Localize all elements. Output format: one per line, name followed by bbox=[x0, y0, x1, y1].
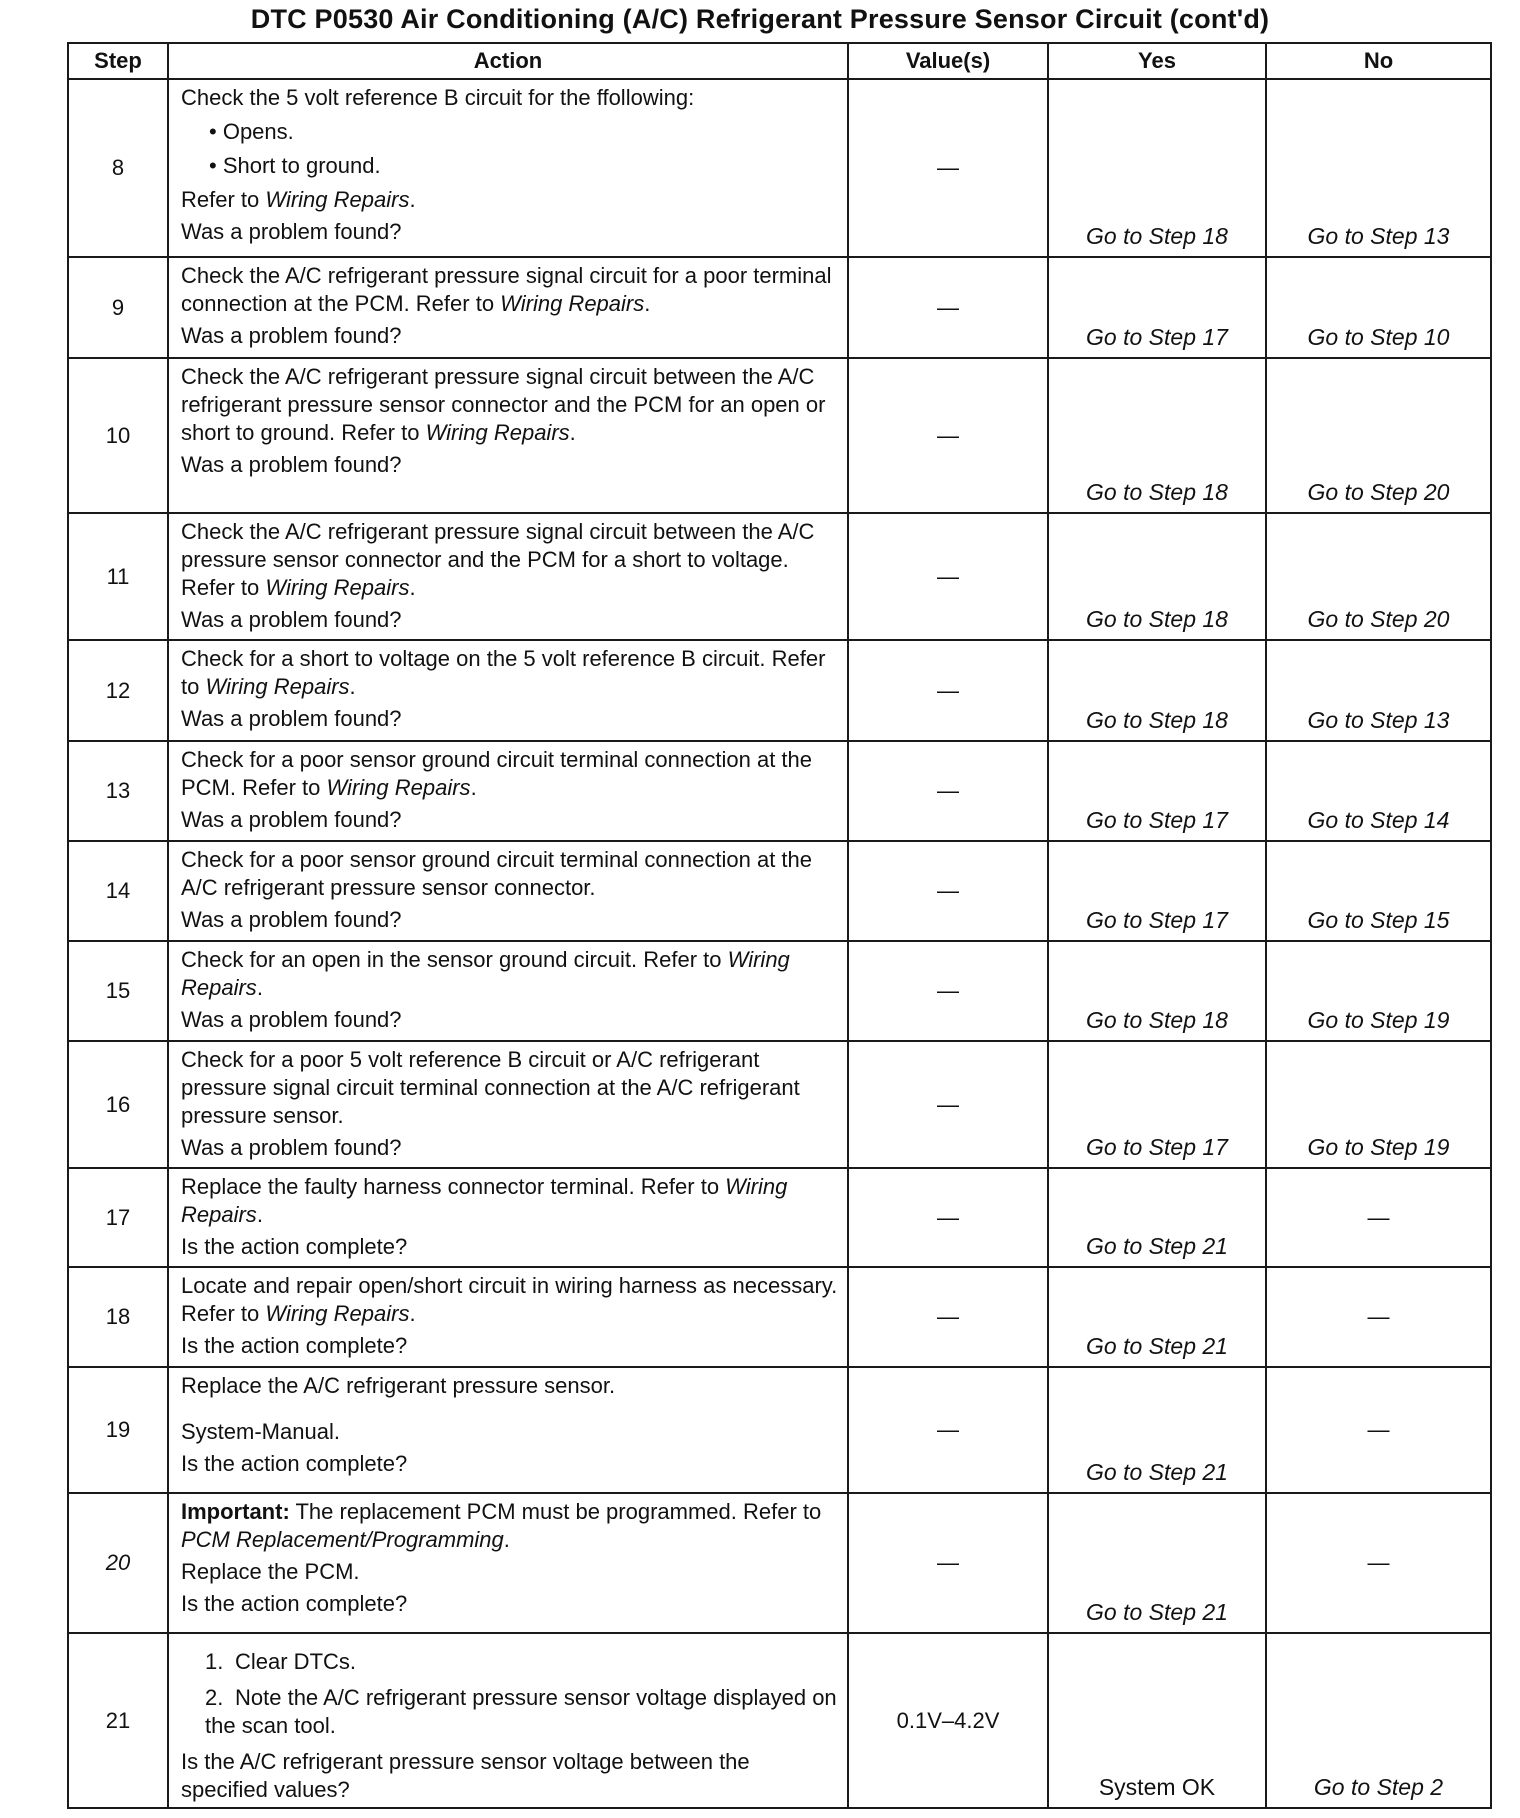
yes-cell: Go to Step 18 bbox=[1048, 640, 1266, 741]
action-text bbox=[168, 640, 848, 741]
header-action: Action bbox=[168, 43, 848, 79]
action-text bbox=[168, 1267, 848, 1367]
yes-cell: Go to Step 18 bbox=[1048, 513, 1266, 640]
action-question: Was a problem found? bbox=[181, 323, 402, 348]
list-item: • Opens. bbox=[209, 119, 294, 144]
no-cell: Go to Step 20 bbox=[1266, 513, 1491, 640]
value-cell: — bbox=[848, 257, 1048, 358]
no-cell: Go to Step 19 bbox=[1266, 941, 1491, 1041]
step-number: 16 bbox=[68, 1041, 168, 1168]
yes-cell: Go to Step 18 bbox=[1048, 79, 1266, 257]
action-text bbox=[168, 841, 848, 941]
table-row bbox=[68, 841, 1491, 941]
action-question: Was a problem found? bbox=[181, 1135, 402, 1160]
table-row bbox=[68, 1367, 1491, 1493]
no-cell: Go to Step 15 bbox=[1266, 841, 1491, 941]
value-cell: — bbox=[848, 941, 1048, 1041]
yes-cell: Go to Step 21 bbox=[1048, 1168, 1266, 1267]
action-text bbox=[168, 1367, 848, 1493]
value-cell: — bbox=[848, 358, 1048, 513]
action-text bbox=[168, 1633, 848, 1808]
action-question: Was a problem found? bbox=[181, 219, 402, 244]
action-intro: Check for an open in the sensor ground circuit. Refer to Wiring Repairs. bbox=[181, 947, 790, 1000]
table-header-row bbox=[68, 43, 1491, 79]
value-cell: — bbox=[848, 1493, 1048, 1633]
action-question: Was a problem found? bbox=[181, 607, 402, 632]
step-number: 10 bbox=[68, 358, 168, 513]
header-no: No bbox=[1266, 43, 1491, 79]
yes-cell: Go to Step 17 bbox=[1048, 257, 1266, 358]
action-intro: Replace the A/C refrigerant pressure sensor. bbox=[181, 1373, 616, 1398]
yes-cell: Go to Step 17 bbox=[1048, 1041, 1266, 1168]
action-text bbox=[168, 513, 848, 640]
action-question: Was a problem found? bbox=[181, 807, 402, 832]
table-row bbox=[68, 1041, 1491, 1168]
action-intro: Check the 5 volt reference B circuit for the ffollowing: bbox=[181, 85, 695, 110]
table-row bbox=[68, 358, 1491, 513]
value-cell: — bbox=[848, 841, 1048, 941]
no-cell: — bbox=[1266, 1493, 1491, 1633]
yes-cell: Go to Step 17 bbox=[1048, 841, 1266, 941]
table-row bbox=[68, 1267, 1491, 1367]
table-row bbox=[68, 1493, 1491, 1633]
document-title: DTC P0530 Air Conditioning (A/C) Refrigerant Pressure Sensor Circuit (cont'd) bbox=[250, 4, 1270, 34]
table-row bbox=[68, 513, 1491, 640]
action-intro: Check for a poor 5 volt reference B circuit or A/C refrigerant pressure signal circuit terminal connection at the A/C refrigerant pressure sensor. bbox=[181, 1047, 800, 1128]
header-values: Value(s) bbox=[848, 43, 1048, 79]
header-yes: Yes bbox=[1048, 43, 1266, 79]
action-question: Is the action complete? bbox=[181, 1333, 408, 1358]
table-row bbox=[68, 257, 1491, 358]
action-question: Is the action complete? bbox=[181, 1234, 408, 1259]
header-step: Step bbox=[68, 43, 168, 79]
action-intro: Check for a short to voltage on the 5 volt reference B circuit. Refer to Wiring Repairs. bbox=[181, 646, 826, 699]
yes-cell: Go to Step 21 bbox=[1048, 1267, 1266, 1367]
no-cell: Go to Step 2 bbox=[1266, 1633, 1491, 1808]
important-label: Important: bbox=[181, 1499, 290, 1524]
no-cell: Go to Step 13 bbox=[1266, 79, 1491, 257]
no-cell: Go to Step 20 bbox=[1266, 358, 1491, 513]
action-text bbox=[168, 1493, 848, 1633]
yes-cell: Go to Step 18 bbox=[1048, 941, 1266, 1041]
action-question: Was a problem found? bbox=[181, 452, 402, 477]
step-number: 18 bbox=[68, 1267, 168, 1367]
value-cell: — bbox=[848, 640, 1048, 741]
no-cell: Go to Step 19 bbox=[1266, 1041, 1491, 1168]
action-intro: Check the A/C refrigerant pressure signal circuit for a poor terminal connection at the PCM. Refer to Wiring Repairs. bbox=[181, 263, 832, 316]
action-text bbox=[168, 1041, 848, 1168]
no-cell: — bbox=[1266, 1168, 1491, 1267]
action-question: Was a problem found? bbox=[181, 706, 402, 731]
action-extra: System-Manual. bbox=[181, 1419, 340, 1444]
yes-cell: Go to Step 18 bbox=[1048, 358, 1266, 513]
action-text bbox=[168, 358, 848, 513]
value-cell: — bbox=[848, 1168, 1048, 1267]
step-number: 13 bbox=[68, 741, 168, 841]
action-question: Was a problem found? bbox=[181, 1007, 402, 1032]
action-text bbox=[168, 257, 848, 358]
step-number: 12 bbox=[68, 640, 168, 741]
step-number: 9 bbox=[68, 257, 168, 358]
action-intro: Check the A/C refrigerant pressure signal circuit between the A/C pressure sensor connector and the PCM for a short to voltage. Refer to Wiring Repairs. bbox=[181, 519, 815, 600]
diagnostic-table bbox=[67, 42, 1492, 1809]
action-question: Is the A/C refrigerant pressure sensor voltage between the specified values? bbox=[181, 1749, 750, 1802]
yes-cell: Go to Step 21 bbox=[1048, 1493, 1266, 1633]
value-cell: — bbox=[848, 1367, 1048, 1493]
action-intro: Check for a poor sensor ground circuit terminal connection at the PCM. Refer to Wiring Repairs. bbox=[181, 747, 812, 800]
yes-cell: System OK bbox=[1048, 1633, 1266, 1808]
no-cell: Go to Step 10 bbox=[1266, 257, 1491, 358]
step-number: 21 bbox=[68, 1633, 168, 1808]
table-row bbox=[68, 741, 1491, 841]
no-cell: Go to Step 13 bbox=[1266, 640, 1491, 741]
step-number: 11 bbox=[68, 513, 168, 640]
table-row bbox=[68, 1168, 1491, 1267]
no-cell: — bbox=[1266, 1267, 1491, 1367]
action-text bbox=[168, 1168, 848, 1267]
step-number: 17 bbox=[68, 1168, 168, 1267]
action-intro: Check the A/C refrigerant pressure signal circuit between the A/C refrigerant pressure sensor connector and the PCM for an open or short to ground. Refer to Wiring Repairs. bbox=[181, 364, 826, 445]
action-question: Is the action complete? bbox=[181, 1591, 408, 1616]
table-row bbox=[68, 640, 1491, 741]
action-question: Is the action complete? bbox=[181, 1451, 408, 1476]
action-intro: Replace the faulty harness connector terminal. Refer to Wiring Repairs. bbox=[181, 1174, 788, 1227]
list-item: 1. Clear DTCs. bbox=[205, 1649, 357, 1674]
table-row bbox=[68, 79, 1491, 257]
step-number: 8 bbox=[68, 79, 168, 257]
action-reference: Refer to Wiring Repairs. bbox=[181, 187, 416, 212]
step-number: 19 bbox=[68, 1367, 168, 1493]
list-item: • Short to ground. bbox=[209, 153, 381, 178]
action-text bbox=[168, 79, 848, 257]
action-text bbox=[168, 741, 848, 841]
no-cell: — bbox=[1266, 1367, 1491, 1493]
value-cell: — bbox=[848, 79, 1048, 257]
action-text bbox=[168, 941, 848, 1041]
yes-cell: Go to Step 17 bbox=[1048, 741, 1266, 841]
step-number: 14 bbox=[68, 841, 168, 941]
step-number: 20 bbox=[68, 1493, 168, 1633]
table-row bbox=[68, 1633, 1491, 1808]
value-cell: — bbox=[848, 1041, 1048, 1168]
value-cell: — bbox=[848, 513, 1048, 640]
value-cell: — bbox=[848, 741, 1048, 841]
step-number: 15 bbox=[68, 941, 168, 1041]
action-intro: Locate and repair open/short circuit in wiring harness as necessary. Refer to Wiring Repairs. bbox=[181, 1273, 838, 1326]
list-item: 2. Note the A/C refrigerant pressure sensor voltage displayed on the scan tool. bbox=[205, 1685, 837, 1738]
action-extra: Replace the PCM. bbox=[181, 1559, 360, 1584]
action-intro: Important: The replacement PCM must be programmed. Refer to PCM Replacement/Programming. bbox=[181, 1499, 822, 1552]
action-question: Was a problem found? bbox=[181, 907, 402, 932]
action-intro: Check for a poor sensor ground circuit terminal connection at the A/C refrigerant pressure sensor connector. bbox=[181, 847, 812, 900]
table-row bbox=[68, 941, 1491, 1041]
value-cell: — bbox=[848, 1267, 1048, 1367]
yes-cell: Go to Step 21 bbox=[1048, 1367, 1266, 1493]
value-cell: 0.1V–4.2V bbox=[848, 1633, 1048, 1808]
no-cell: Go to Step 14 bbox=[1266, 741, 1491, 841]
